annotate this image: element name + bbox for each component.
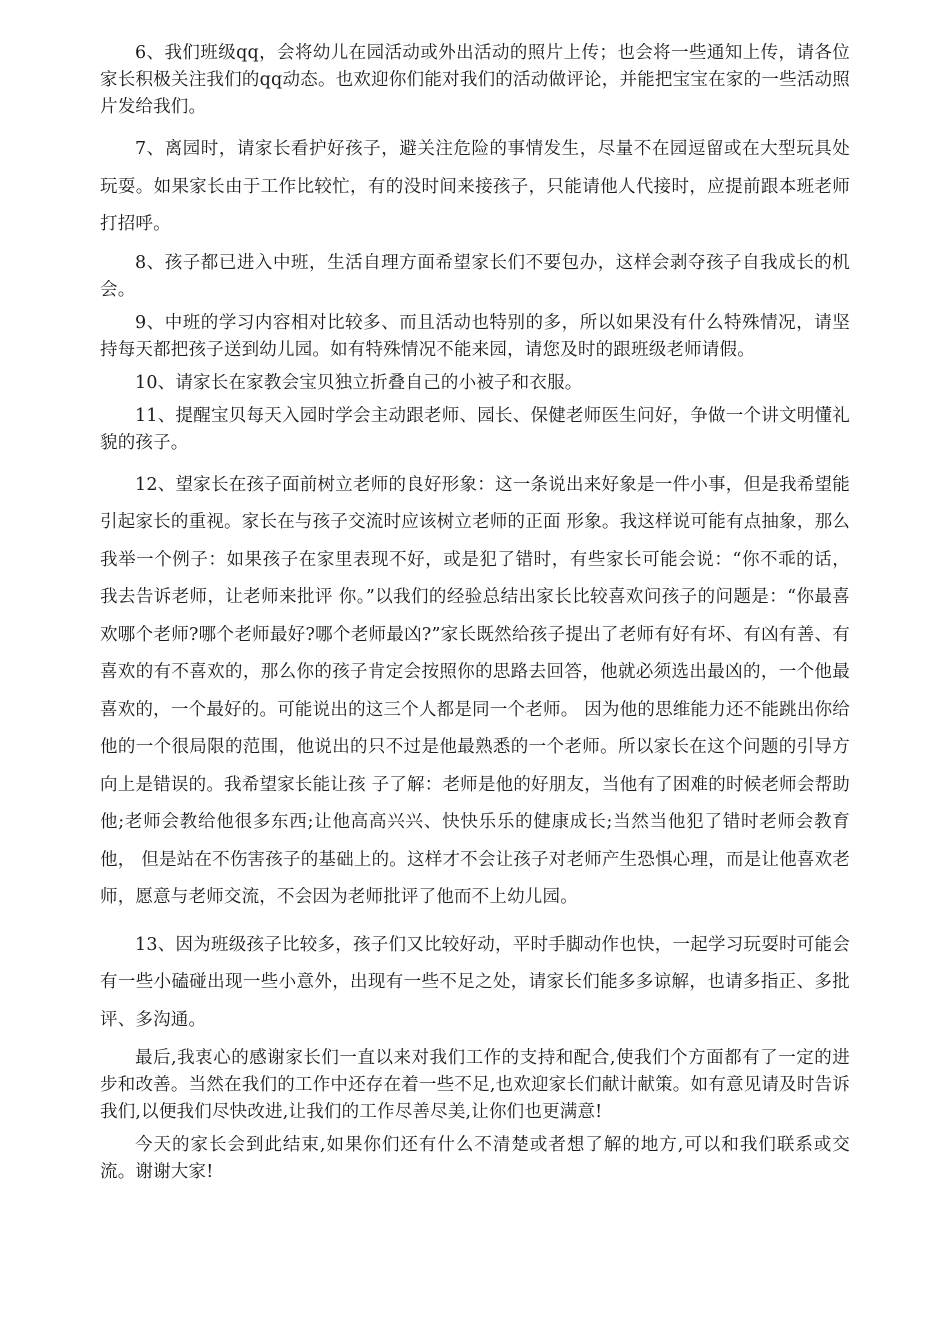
paragraph-9: 9、中班的学习内容相对比较多、而且活动也特别的多，所以如果没有什么特殊情况，请坚持每天都把孩子送到幼儿园。如有特殊情况不能来园，请您及时的跟班级老师请假。: [100, 312, 850, 360]
paragraph-12: 12、望家长在孩子面前树立老师的良好形象：这一条说出来好象是一件小事，但是我希望能引起家长的重视。家长在与孩子交流时应该树立老师的正面 形象。我这样说可能有点抽象，那么我举一个例子：如果孩子在家里表现不好，或是犯了错时，有些家长可能会说：“你不乖的话，我去告诉老师，让老师来批评 你。”以我们的经验总结出家长比较喜欢问孩子的问题是：“你最喜欢哪个老师?哪个老师最好?哪个老师最凶?”家长既然给孩子提出了老师有好有坏、有凶有善、有喜欢的有不喜欢的，那么你的孩子肯定会按照你的思路去回答，他就必须选出最凶的，一个他最喜欢的，一个最好的。可能说出的这三个人都是同一个老师。 因为他的思维能力还不能跳出你给他的一个很局限的范围，他说出的只不过是他最熟悉的一个老师。所以家长在这个问题的引导方向上是错误的。我希望家长能让孩 子了解：老师是他的好朋友，当他有了困难的时候老师会帮助他;老师会教给他很多东西;让他高高兴兴、快快乐乐的健康成长;当然当他犯了错时老师会教育他， 但是站在不伤害孩子的基础上的。这样才不会让孩子对老师产生恐惧心理，而是让他喜欢老师，愿意与老师交流，不会因为老师批评了他而不上幼儿园。: [100, 474, 850, 907]
document-body: [100, 40, 850, 1186]
paragraph-8: 8、孩子都已进入中班，生活自理方面希望家长们不要包办，这样会剥夺孩子自我成长的机会。: [100, 252, 850, 300]
paragraph-farewell: 今天的家长会到此结束,如果你们还有什么不清楚或者想了解的地方,可以和我们联系或交流。谢谢大家!: [100, 1135, 850, 1182]
paragraph-11: 11、提醒宝贝每天入园时学会主动跟老师、园长、保健老师医生问好，争做一个讲文明懂礼貌的孩子。: [100, 405, 850, 453]
paragraph-13: 13、因为班级孩子比较多，孩子们又比较好动，平时手脚动作也快，一起学习玩耍时可能会有一些小磕碰出现一些小意外，出现有一些不足之处，请家长们能多多谅解，也请多指正、多批评、多沟通。: [100, 934, 850, 1030]
paragraph-10: 10、请家长在家教会宝贝独立折叠自己的小被子和衣服。: [135, 372, 583, 393]
paragraph-6: 6、我们班级qq，会将幼儿在园活动或外出活动的照片上传；也会将一些通知上传，请各位家长积极关注我们的qq动态。也欢迎你们能对我们的活动做评论，并能把宝宝在家的一些活动照片发给我们。: [100, 43, 850, 117]
paragraph-7: 7、离园时，请家长看护好孩子，避关注危险的事情发生，尽量不在园逗留或在大型玩具处玩耍。如果家长由于工作比较忙，有的没时间来接孩子，只能请他人代接时，应提前跟本班老师打招呼。: [100, 139, 850, 234]
paragraph-closing: 最后,我衷心的感谢家长们一直以来对我们工作的支持和配合,使我们个方面都有了一定的进步和改善。当然在我们的工作中还存在着一些不足,也欢迎家长们献计献策。如有意见请及时告诉我们,以便我们尽快改进,让我们的工作尽善尽美,让你们也更满意!: [100, 1048, 850, 1122]
